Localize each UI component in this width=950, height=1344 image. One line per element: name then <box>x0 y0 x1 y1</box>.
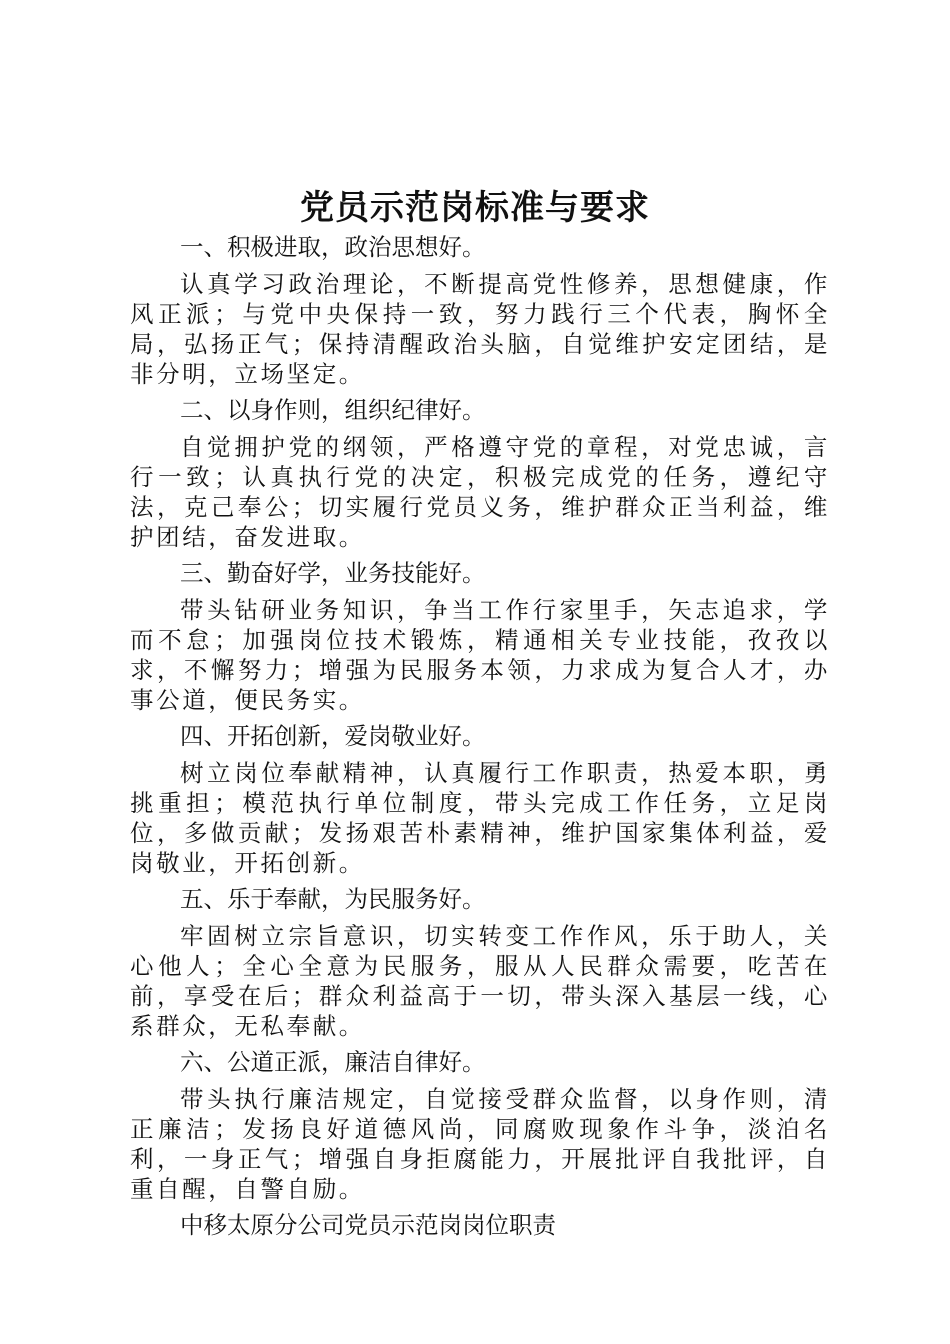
section-heading-5: 五、乐于奉献，为民服务好。 <box>180 885 486 913</box>
section-paragraph-2: 自觉拥护党的纲领，严格遵守党的章程，对党忠诚，言行一致；认真执行党的决定，积极完成党的任务，遵纪守法，克己奉公；切实履行党员义务，维护群众正当利益，维护团结，奋发进取。 <box>130 433 830 551</box>
footer-title-line: 中移太原分公司党员示范岗岗位职责 <box>180 1211 556 1239</box>
section-paragraph-3: 带头钻研业务知识，争当工作行家里手，矢志追求，学而不怠；加强岗位技术锻炼，精通相关专业技能，孜孜以求，不懈努力；增强为民服务本领，力求成为复合人才，办事公道，便民务实。 <box>130 596 830 714</box>
section-paragraph-5: 牢固树立宗旨意识，切实转变工作作风，乐于助人，关心他人；全心全意为民服务，服从人民群众需要，吃苦在前，享受在后；群众利益高于一切，带头深入基层一线，心系群众，无私奉献。 <box>130 922 830 1040</box>
section-paragraph-4: 树立岗位奉献精神，认真履行工作职责，热爱本职，勇挑重担；模范执行单位制度，带头完成工作任务，立足岗位，多做贡献；发扬艰苦朴素精神，维护国家集体利益，爱岗敬业，开拓创新。 <box>130 759 830 877</box>
section-heading-3: 三、勤奋好学，业务技能好。 <box>180 559 486 587</box>
section-heading-1: 一、积极进取，政治思想好。 <box>180 233 486 261</box>
section-heading-4: 四、开拓创新，爱岗敬业好。 <box>180 722 486 750</box>
document-body <box>130 232 830 1240</box>
section-heading-2: 二、以身作则，组织纪律好。 <box>180 396 486 424</box>
section-heading-6: 六、公道正派，廉洁自律好。 <box>180 1048 486 1076</box>
section-paragraph-6: 带头执行廉洁规定，自觉接受群众监督，以身作则，清正廉洁；发扬良好道德风尚，同腐败现象作斗争，淡泊名利，一身正气；增强自身拒腐能力，开展批评自我批评，自重自醒，自警自励。 <box>130 1085 830 1203</box>
document-title: 党员示范岗标准与要求 <box>300 188 650 228</box>
section-paragraph-1: 认真学习政治理论，不断提高党性修养，思想健康，作风正派；与党中央保持一致，努力践行三个代表，胸怀全局，弘扬正气；保持清醒政治头脑，自觉维护安定团结，是非分明，立场坚定。 <box>130 270 830 388</box>
